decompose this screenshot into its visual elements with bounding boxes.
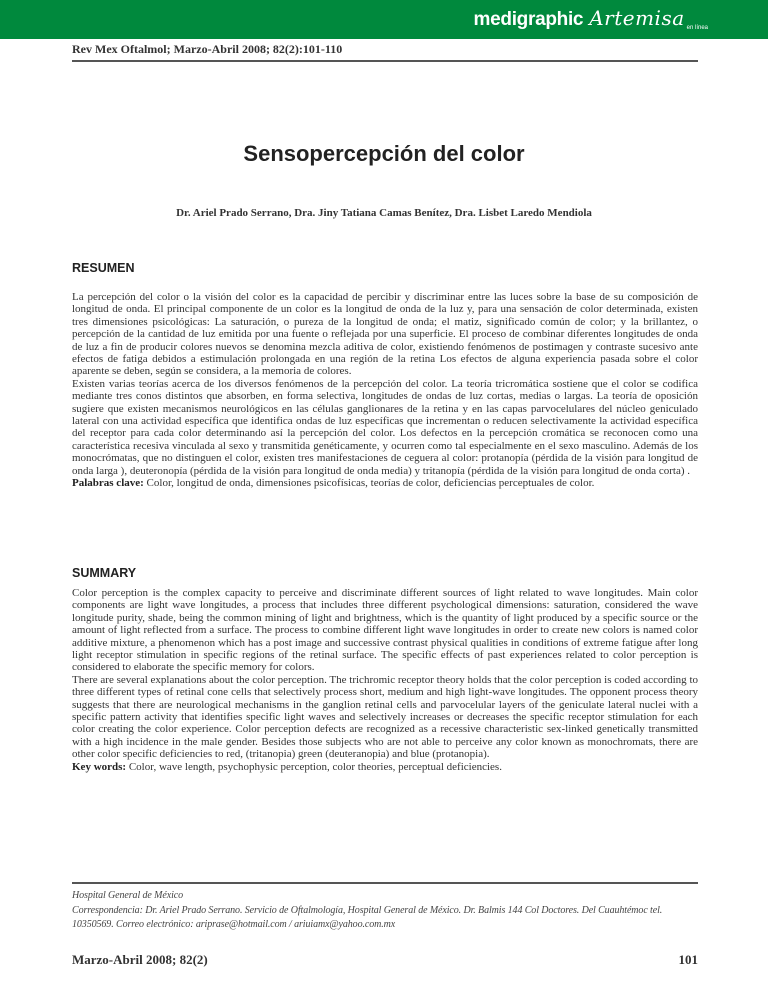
keywords-text: Color, wave length, psychophysic perception, color theories, perceptual deficiencies. bbox=[126, 760, 502, 773]
header-rule bbox=[72, 60, 698, 62]
medigraphic-logo[interactable] bbox=[474, 6, 708, 31]
running-header: Rev Mex Oftalmol; Marzo-Abril 2008; 82(2):101-110 bbox=[72, 42, 343, 56]
footnote-rule bbox=[72, 882, 698, 884]
resumen-paragraph: Existen varias teorías acerca de los diversos fenómenos de la percepción del color. La teoría tricromática sostiene que el color se codifica mediante tres conos distintos que absorben, en forma selectiva, longitudes de ondas de luz cortas, medias o largas. La teoría de oposición sugiere que existen mecanismos neurológicos en las células ganglionares de la retina y en las capas parvocelulares del núcleo geniculado lateral con una actividad específica que identifica ondas de luz específicas que incrementan o reducen selectivamente la actividad específica del receptor para cada color determinando así la percepción del color. Los defectos en la percepción cromática se reconocen como una característica recesiva vinculada al sexo y transmitida genéticamente, y ocurren como tal especialmente en el sexo masculino. Además de los monocrómatas, que no distinguen el color, existen tres manifestaciones de ceguera al color: protanopía (pérdida de la visión para longitud de onda larga ), deuteronopía (pérdida de la visión para longitud de onda media) y tritanopía (pérdida de la visión para longitud de onda corta) . bbox=[72, 377, 698, 477]
page-footer bbox=[72, 952, 698, 968]
summary-keywords bbox=[72, 761, 698, 773]
publisher-banner bbox=[0, 0, 768, 39]
summary-body bbox=[72, 587, 698, 773]
summary-paragraph: Color perception is the complex capacity to perceive and discriminate different sources of light related to wave longitudes. Main color components are light wave longitudes, a process that includes three different psychological dimensions: saturation, considered the wave longitude purity, shade, being the common mining of light and brightness, which is the quantity of light produced by a specific source or the amount of light reflected from a surface. The process to combine different light wave longitudes in order to create new colors is named color additive mixture, a phenomenon which has a post image and successive contrast physical qualities in conditions of extreme fatigue after long light receptor stimulation in specific regions of the retinal surface. The specific effects of past experiences related to color perception is considered to elaborate the specific memory for colors. bbox=[72, 587, 698, 674]
correspondence: Correspondencia: Dr. Ariel Prado Serrano. Servicio de Oftalmología, Hospital General de México. Dr. Balmis 144 Col Doctores. Del Cuauhtémoc tel. 10350569. Correo electrónico: ariprase@hotmail.com / ariuiamx@yahoo.com.mx bbox=[72, 904, 663, 930]
logo-script: Artemisa bbox=[589, 6, 685, 30]
page-number: 101 bbox=[678, 952, 698, 967]
resumen-keywords bbox=[72, 477, 698, 489]
summary-heading: SUMMARY bbox=[72, 566, 137, 580]
summary-paragraph: There are several explanations about the color perception. The trichromic receptor theory holds that the color perception is coded according to three different types of retinal cone cells that selectively process short, medium and high light-wave longitudes. The opponent process theory suggests that there are neurological mechanisms in the ganglion retinal cells and parvocelular layers of the geniculate lateral nuclei with a specific pattern activity that identifies specific light waves and selectively increases or decreases the specific receptor stimulation for each color creating the color experience. Color perception defects are recognized as a recessive characteristic sex-linked genetically transmitted with a high incidence in the male gender. Besides those subjects who are not able to perceive any color known as monochromats, there are other color specific deficiencies to red, (tritanopia) green (deuteranopia) and blue (protanopia). bbox=[72, 673, 698, 761]
institution: Hospital General de México bbox=[72, 890, 183, 901]
keywords-text: Color, longitud de onda, dimensiones psicofísicas, teorías de color, deficiencias perceptuales de color. bbox=[143, 477, 595, 490]
keywords-label: Palabras clave: bbox=[72, 477, 144, 490]
article-title: Sensopercepción del color bbox=[243, 141, 525, 166]
logo-sub: en línea bbox=[686, 25, 708, 31]
logo-brand: medigraphic bbox=[473, 9, 584, 30]
footnote bbox=[72, 889, 700, 933]
article-authors: Dr. Ariel Prado Serrano, Dra. Jiny Tatiana Camas Benítez, Dra. Lisbet Laredo Mendiola bbox=[176, 207, 592, 219]
resumen-paragraph: La percepción del color o la visión del color es la capacidad de percibir y discriminar entre las luces sobre la base de su composición de longitud de onda. El principal componente de un color es la longitud de onda de la luz y, para una sensación de color determinada, existen tres dimensiones psicológicas: La saturación, o pureza de la longitud de onda; el matiz, significado común de color; y la brillantez, o percepción de la cantidad de luz emitida por una fuente o reflejada por una superficie. El proceso de combinar diferentes longitudes de onda de luz a fin de producir colores nuevos se denomina mezcla aditiva de color, existiendo fenómenos de postimagen y contraste sucesivo ante efectos de fatiga debidos a estimulación prolongada en una región de la retina Los efectos de alguna experiencia pasada sobre el color aparente se deben, según se considera, a la memoria de colores. bbox=[72, 291, 698, 378]
resumen-body bbox=[72, 291, 698, 490]
keywords-label: Key words: bbox=[72, 760, 127, 773]
issue-info: Marzo-Abril 2008; 82(2) bbox=[72, 952, 208, 967]
resumen-heading: RESUMEN bbox=[72, 261, 135, 275]
